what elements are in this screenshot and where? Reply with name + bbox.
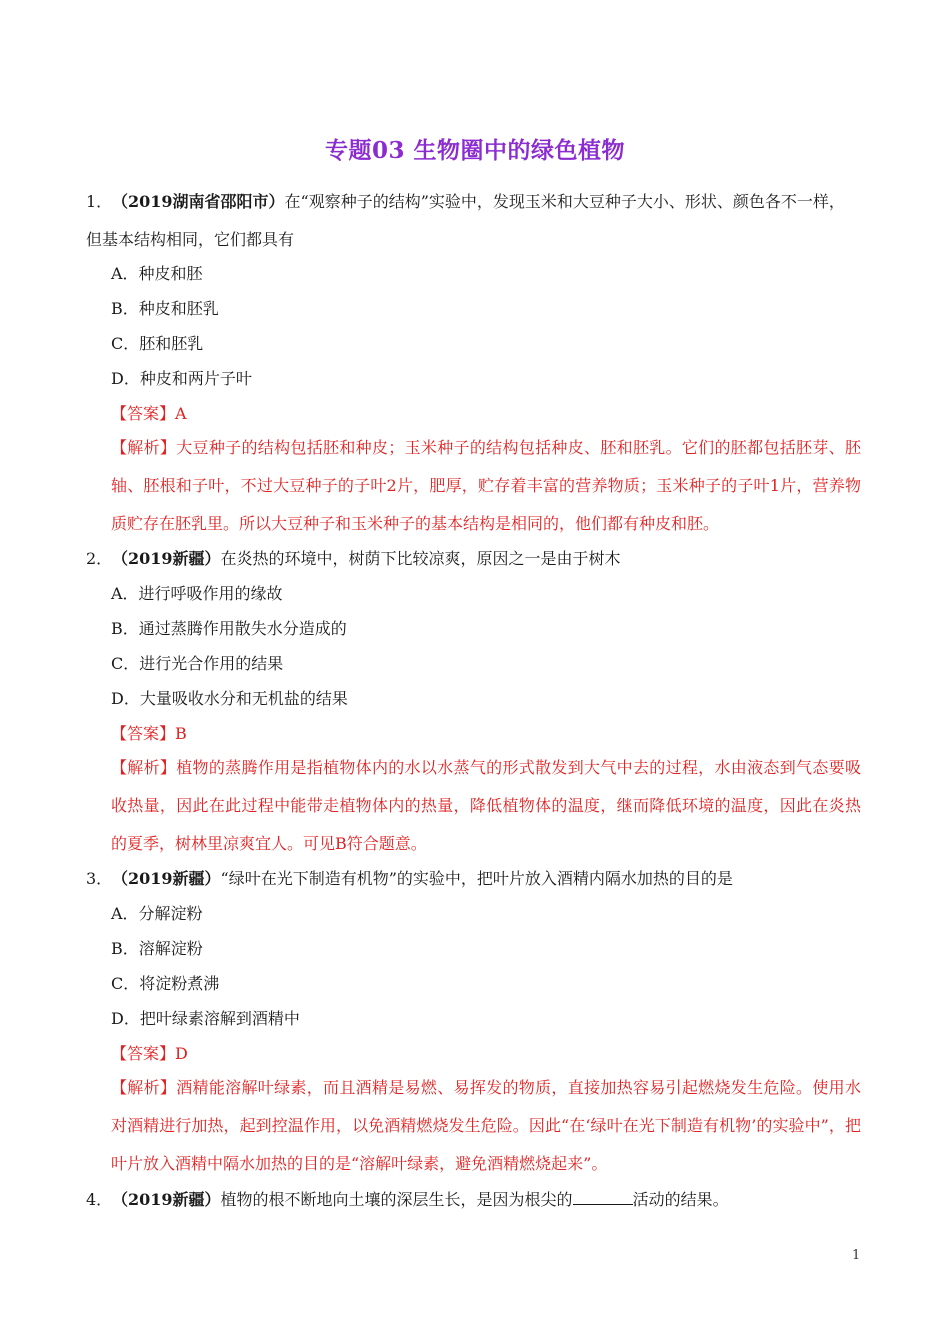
question-source: （2019新疆） <box>112 1190 221 1209</box>
answer-label: 【答案】 <box>111 404 176 423</box>
page-number: 1 <box>852 1248 861 1263</box>
option-a: A．分解淀粉 <box>111 904 203 923</box>
question-source: （2019新疆） <box>112 869 221 888</box>
analysis-label: 【解析】 <box>111 438 177 457</box>
option-a: A．进行呼吸作用的缘故 <box>111 584 283 603</box>
question-number: 4． <box>86 1190 113 1209</box>
question-number: 3． <box>86 869 113 888</box>
question-text: 在炎热的环境中，树荫下比较凉爽，原因之一是由于树木 <box>220 549 621 568</box>
question-text-before: 植物的根不断地向土壤的深层生长，是因为根尖的 <box>220 1190 573 1209</box>
question-number: 1． <box>86 192 113 211</box>
answer-line <box>111 1036 188 1071</box>
option-c: C．胚和胚乳 <box>111 334 204 353</box>
analysis-block <box>111 429 861 543</box>
question-number: 2． <box>86 549 113 568</box>
question-4 <box>86 1181 858 1219</box>
analysis-label: 【解析】 <box>111 1078 177 1097</box>
analysis-block <box>111 749 861 863</box>
option-a: A．种皮和胚 <box>111 264 203 283</box>
answer-value: A <box>175 404 187 423</box>
question-source: （2019新疆） <box>112 549 221 568</box>
answer-label: 【答案】 <box>111 724 176 743</box>
question-text: “绿叶在光下制造有机物”的实验中，把叶片放入酒精内隔水加热的目的是 <box>220 869 733 888</box>
answer-label: 【答案】 <box>111 1044 176 1063</box>
option-d: D．种皮和两片子叶 <box>111 369 252 388</box>
answer-line <box>111 396 187 431</box>
option-c: C．将淀粉煮沸 <box>111 974 220 993</box>
answer-value: B <box>175 724 187 743</box>
option-d: D．大量吸收水分和无机盐的结果 <box>111 689 348 708</box>
page-title: 专题03 生物圈中的绿色植物 <box>324 137 625 164</box>
analysis-text: 植物的蒸腾作用是指植物体内的水以水蒸气的形式散发到大气中去的过程，水由液态到气态要吸收热量，因此在此过程中能带走植物体内的热量，降低植物体的温度，继而降低环境的温度，因此在炎热的夏季，树林里凉爽宜人。可见B符合题意。 <box>111 758 861 853</box>
question-text-after: 活动的结果。 <box>632 1190 729 1209</box>
analysis-text: 大豆种子的结构包括胚和种皮；玉米种子的结构包括种皮、胚和胚乳。它们的胚都包括胚芽、胚轴、胚根和子叶，不过大豆种子的子叶2片，肥厚，贮存着丰富的营养物质；玉米种子的子叶1片，营养物质贮存在胚乳里。所以大豆种子和玉米种子的基本结构是相同的，他们都有种皮和胚。 <box>111 438 861 533</box>
question-source: （2019湖南省邵阳市） <box>112 192 285 211</box>
analysis-block <box>111 1069 861 1183</box>
answer-value: D <box>175 1044 188 1063</box>
question-text: 在“观察种子的结构”实验中，发现玉米和大豆种子大小、形状、颜色各不一样，但基本结构相同，它们都具有 <box>86 192 845 249</box>
analysis-label: 【解析】 <box>111 758 177 777</box>
option-d: D．把叶绿素溶解到酒精中 <box>111 1009 300 1028</box>
option-b: B．通过蒸腾作用散失水分造成的 <box>111 619 347 638</box>
fill-in-blank[interactable] <box>573 1190 633 1205</box>
answer-line <box>111 716 187 751</box>
option-b: B．溶解淀粉 <box>111 939 203 958</box>
question-2 <box>86 540 858 578</box>
option-b: B．种皮和胚乳 <box>111 299 219 318</box>
analysis-text: 酒精能溶解叶绿素，而且酒精是易燃、易挥发的物质，直接加热容易引起燃烧发生危险。使用水对酒精进行加热，起到控温作用，以免酒精燃烧发生危险。因此“在‘绿叶在光下制造有机物’的实验中”，把叶片放入酒精中隔水加热的目的是“溶解叶绿素，避免酒精燃烧起来”。 <box>111 1078 861 1173</box>
option-c: C．进行光合作用的结果 <box>111 654 284 673</box>
question-3 <box>86 860 858 898</box>
question-1 <box>86 183 858 259</box>
